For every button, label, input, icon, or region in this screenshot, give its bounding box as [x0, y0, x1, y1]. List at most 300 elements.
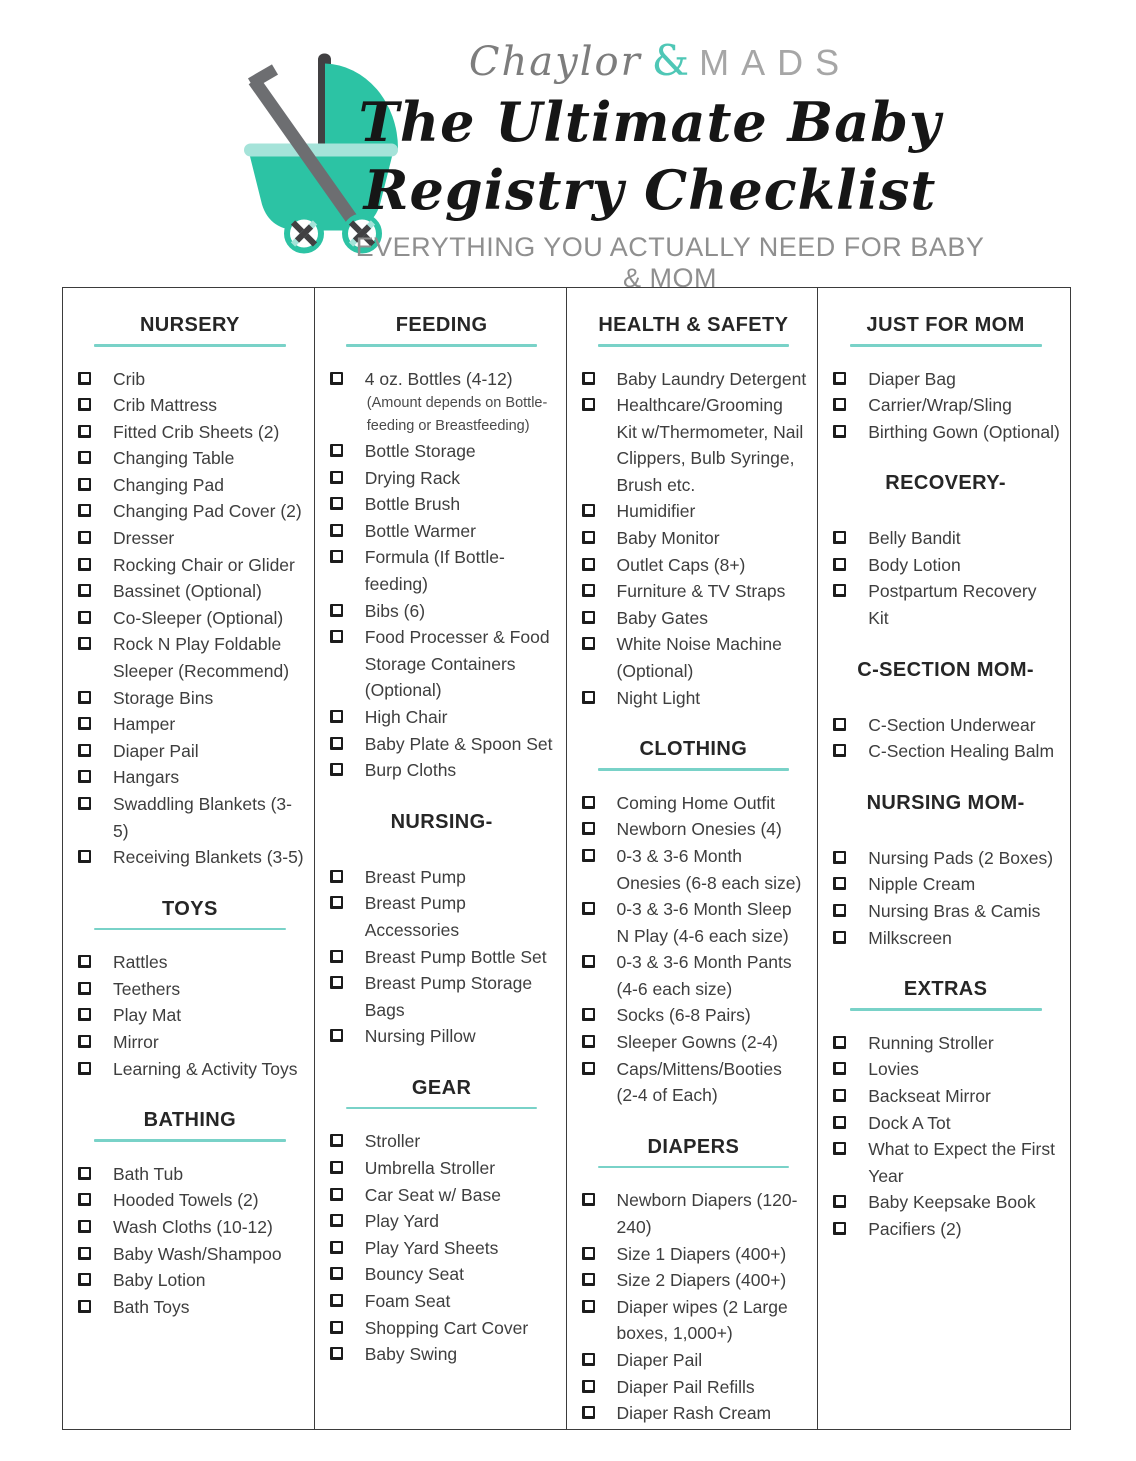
item-label: Changing Pad: [113, 474, 224, 495]
checkbox-icon[interactable]: [330, 372, 343, 385]
checklist-item: [330, 624, 556, 704]
checkbox-icon[interactable]: [582, 504, 595, 517]
checklist-item: [582, 685, 808, 712]
checkbox-icon[interactable]: [833, 904, 846, 917]
item-label: Bottle Storage: [364, 441, 476, 462]
checkbox-icon[interactable]: [582, 531, 595, 544]
item-label: High Chair: [364, 707, 448, 728]
checkbox-icon[interactable]: [330, 896, 343, 909]
subtitle: EVERYTHING YOU ACTUALLY NEED FOR BABY & MOM: [355, 232, 985, 293]
item-label: Coming Home Outfit: [616, 792, 776, 813]
checkbox-icon[interactable]: [78, 1035, 91, 1048]
checklist-item: [582, 896, 808, 949]
item-label: Baby Plate & Spoon Set: [364, 733, 553, 754]
section-title: NURSING-: [390, 810, 493, 833]
checklist-item: [78, 738, 304, 765]
checklist-column: [567, 288, 819, 1429]
checkbox-icon[interactable]: [582, 398, 595, 411]
item-label: Size 2 Diapers (400+): [616, 1270, 787, 1291]
checkbox-icon[interactable]: [78, 1008, 91, 1021]
item-label: Rattles: [113, 952, 168, 973]
checkbox-icon[interactable]: [330, 710, 343, 723]
item-label: Newborn Onesies (4): [616, 819, 782, 840]
checklist-item: [78, 844, 304, 871]
checklist-item: [78, 1214, 304, 1241]
checkbox-icon[interactable]: [833, 1062, 846, 1075]
item-label: Swaddling Blankets (3-5): [113, 794, 292, 841]
item-label: Hamper: [113, 714, 176, 735]
checkbox-icon[interactable]: [582, 1273, 595, 1286]
item-label: Milkscreen: [868, 927, 952, 948]
item-label: Bibs (6): [364, 600, 426, 621]
item-label: Hooded Towels (2): [113, 1190, 259, 1211]
checkbox-icon[interactable]: [833, 877, 846, 890]
item-label: Diaper Pail Refills: [616, 1376, 755, 1397]
item-label: Nipple Cream: [868, 874, 976, 895]
section-title: NURSING MOM-: [866, 791, 1025, 814]
checkbox-icon[interactable]: [78, 797, 91, 810]
checkbox-icon[interactable]: [330, 630, 343, 643]
checkbox-icon[interactable]: [330, 1267, 343, 1280]
item-label: C-Section Underwear: [868, 714, 1036, 735]
item-label: Body Lotion: [868, 554, 961, 575]
checkbox-icon[interactable]: [330, 1294, 343, 1307]
checkbox-icon[interactable]: [833, 1116, 846, 1129]
checklist-item: [833, 419, 1060, 446]
checklist-item: [330, 731, 556, 758]
item-label: Play Yard: [364, 1211, 440, 1232]
checkbox-icon[interactable]: [833, 931, 846, 944]
checklist-item: [582, 1029, 808, 1056]
item-label: Bassinet (Optional): [113, 581, 262, 602]
checkbox-icon[interactable]: [582, 796, 595, 809]
checkbox-icon[interactable]: [582, 849, 595, 862]
checkbox-icon[interactable]: [78, 451, 91, 464]
checkbox-icon[interactable]: [330, 1188, 343, 1201]
checklist-item: [330, 1208, 556, 1235]
checkbox-icon[interactable]: [78, 1193, 91, 1206]
checkbox-icon[interactable]: [78, 1220, 91, 1233]
checkbox-icon[interactable]: [330, 950, 343, 963]
checklist-item: [78, 419, 304, 446]
item-note: (Amount depends on Bottle-feeding or Breastfeeding): [366, 395, 548, 435]
checkbox-icon[interactable]: [833, 851, 846, 864]
checklist-item: [330, 438, 556, 465]
brand-line: [370, 36, 950, 85]
checkbox-icon[interactable]: [582, 584, 595, 597]
checkbox-icon[interactable]: [78, 1062, 91, 1075]
title-line-1: The Ultimate Baby: [358, 90, 942, 154]
checkbox-icon[interactable]: [78, 637, 91, 650]
checklist-item: [330, 1023, 556, 1050]
item-label: Car Seat w/ Base: [364, 1184, 501, 1205]
item-label: Stroller: [364, 1131, 421, 1152]
checklist-item: [78, 366, 304, 393]
checklist-item: [833, 366, 1060, 393]
checklist-item: [78, 472, 304, 499]
section-underline: [346, 1107, 537, 1110]
item-label: Caps/Mittens/Booties (2-4 of Each): [616, 1058, 782, 1106]
checkbox-icon[interactable]: [330, 471, 343, 484]
item-label: Rock N Play Foldable Sleeper (Recommend): [113, 634, 290, 682]
section-title: RECOVERY-: [885, 472, 1006, 495]
checklist-item: [582, 1374, 808, 1401]
item-label: Furniture & TV Straps: [616, 581, 786, 602]
section-title: TOYS: [162, 897, 218, 920]
checkbox-icon[interactable]: [330, 1161, 343, 1174]
checklist-item: [78, 498, 304, 525]
checklist-item: [330, 944, 556, 971]
section-underline: [598, 768, 789, 771]
section-underline: [598, 344, 789, 347]
checkbox-icon[interactable]: [330, 763, 343, 776]
checklist-item: [78, 764, 304, 791]
item-label: Play Yard Sheets: [364, 1237, 499, 1258]
item-label: Nursing Bras & Camis: [868, 901, 1041, 922]
checkbox-icon[interactable]: [78, 1273, 91, 1286]
checklist-item: [582, 525, 808, 552]
item-label: 0-3 & 3-6 Month Sleep N Play (4-6 each size): [616, 899, 792, 946]
item-label: Birthing Gown (Optional): [868, 421, 1060, 442]
checkbox-icon[interactable]: [833, 1089, 846, 1102]
checklist-item: [78, 976, 304, 1003]
checklist-item: [833, 1056, 1060, 1083]
checkbox-icon[interactable]: [833, 718, 846, 731]
item-label: Foam Seat: [364, 1291, 451, 1312]
item-label: Wash Cloths (10-12): [113, 1216, 273, 1237]
checkbox-icon[interactable]: [833, 584, 846, 597]
checklist-item: [582, 605, 808, 632]
item-label: Backseat Mirror: [868, 1085, 991, 1106]
checklist-item: [582, 498, 808, 525]
checkbox-icon[interactable]: [78, 850, 91, 863]
checkbox-icon[interactable]: [833, 425, 846, 438]
checkbox-icon[interactable]: [330, 1029, 343, 1042]
checklist-item: [833, 898, 1060, 925]
checkbox-icon[interactable]: [833, 1036, 846, 1049]
checklist-item: [582, 843, 808, 896]
page-title: [350, 88, 950, 224]
section-title: HEALTH & SAFETY: [598, 314, 789, 336]
brand-name-2: MADS: [699, 42, 852, 83]
item-label: Changing Table: [113, 448, 235, 469]
checkbox-icon[interactable]: [582, 1380, 595, 1393]
checklist-item: [833, 1136, 1060, 1189]
checkbox-icon[interactable]: [78, 425, 91, 438]
checklist-item: [78, 631, 304, 684]
checklist-item: [833, 552, 1060, 579]
checklist-item: [833, 1110, 1060, 1137]
item-label: Bath Toys: [113, 1296, 190, 1317]
item-label: Sleeper Gowns (2-4): [616, 1032, 778, 1053]
checklist-item: [330, 544, 556, 597]
checklist-item: [330, 491, 556, 518]
checklist-item: [78, 1267, 304, 1294]
item-label: 4 oz. Bottles (4-12): [364, 368, 513, 389]
checkbox-icon[interactable]: [78, 955, 91, 968]
checklist-item: [582, 1400, 808, 1427]
item-label: Baby Lotion: [113, 1270, 206, 1291]
checklist-item: [582, 1002, 808, 1029]
checkbox-icon[interactable]: [833, 1222, 846, 1235]
checklist-column: [315, 288, 567, 1429]
checklist-item: [582, 949, 808, 1002]
checkbox-icon[interactable]: [582, 1035, 595, 1048]
section-underline: [94, 1139, 285, 1142]
checklist-column: [818, 288, 1070, 1429]
checklist-item: [78, 525, 304, 552]
checkbox-icon[interactable]: [78, 611, 91, 624]
item-label: Baby Swing: [364, 1344, 458, 1365]
checklist-item: [833, 1216, 1060, 1243]
item-label: Teethers: [113, 978, 181, 999]
section-underline: [850, 1008, 1042, 1011]
checklist-item: [833, 578, 1060, 631]
section-underline: [94, 344, 285, 347]
checkbox-icon[interactable]: [330, 737, 343, 750]
checkbox-icon[interactable]: [78, 717, 91, 730]
checklist-item: [582, 1347, 808, 1374]
checkbox-icon[interactable]: [330, 1321, 343, 1334]
title-line-2: Registry Checklist: [363, 158, 937, 222]
checkbox-icon[interactable]: [582, 902, 595, 915]
checkbox-icon[interactable]: [330, 976, 343, 989]
section-underline: [850, 344, 1042, 347]
checklist-item: [833, 1030, 1060, 1057]
checklist-item: [833, 712, 1060, 739]
checklist-item: [330, 704, 556, 731]
checklist-item: [330, 1155, 556, 1182]
checklist-item: [78, 1161, 304, 1188]
checklist-item: [78, 1056, 304, 1083]
item-label: Healthcare/Grooming Kit w/Thermometer, Nail Clippers, Bulb Syringe, Brush etc.: [616, 395, 804, 495]
item-label: Diaper Rash Cream: [616, 1403, 772, 1424]
item-label: Co-Sleeper (Optional): [113, 607, 284, 628]
item-label: Diaper Bag: [868, 368, 956, 389]
checklist-item: [78, 392, 304, 419]
checklist-item: [833, 738, 1060, 765]
item-label: Breast Pump: [364, 866, 466, 887]
item-label: 0-3 & 3-6 Month Onesies (6-8 each size): [616, 845, 802, 893]
checklist-item: [833, 871, 1060, 898]
checkbox-icon[interactable]: [330, 1347, 343, 1360]
item-label: Breast Pump Bottle Set: [364, 946, 547, 967]
checkbox-icon[interactable]: [330, 604, 343, 617]
checkbox-icon[interactable]: [78, 770, 91, 783]
checklist-item: [833, 392, 1060, 419]
checklist-item: [330, 970, 556, 1023]
item-label: Breast Pump Accessories: [364, 893, 466, 940]
checklist-item: [78, 1241, 304, 1268]
section-title: EXTRAS: [903, 978, 988, 1001]
section-title: FEEDING: [395, 314, 488, 336]
checkbox-icon[interactable]: [330, 1134, 343, 1147]
checkbox-icon[interactable]: [78, 1247, 91, 1260]
checklist-column: [63, 288, 315, 1429]
section-title: BATHING: [143, 1109, 237, 1132]
checklist-item: [330, 890, 556, 943]
checklist-item: [330, 757, 556, 784]
checkbox-icon[interactable]: [582, 372, 595, 385]
checkbox-icon[interactable]: [582, 1406, 595, 1419]
checklist-item: [833, 1083, 1060, 1110]
checkbox-icon[interactable]: [78, 372, 91, 385]
checklist-item: [78, 552, 304, 579]
item-label: Breast Pump Storage Bags: [364, 973, 533, 1020]
checkbox-icon[interactable]: [330, 1214, 343, 1227]
item-label: Diaper Pail: [616, 1349, 703, 1370]
brand-name-1: Chaylor: [468, 39, 642, 85]
item-label: Belly Bandit: [868, 528, 961, 549]
checklist-item: [78, 445, 304, 472]
item-label: Learning & Activity Toys: [113, 1058, 298, 1079]
checklist-item: [330, 465, 556, 492]
checkbox-icon[interactable]: [78, 691, 91, 704]
checkbox-icon[interactable]: [833, 744, 846, 757]
item-label: Socks (6-8 Pairs): [616, 1005, 751, 1026]
checklist-item: [78, 791, 304, 844]
item-label: Baby Keepsake Book: [868, 1192, 1036, 1213]
checkbox-icon[interactable]: [582, 691, 595, 704]
checkbox-icon[interactable]: [582, 611, 595, 624]
checkbox-icon[interactable]: [330, 444, 343, 457]
checkbox-icon[interactable]: [582, 822, 595, 835]
item-label: Mirror: [113, 1032, 159, 1053]
item-label: Rocking Chair or Glider: [113, 554, 295, 575]
item-label: 0-3 & 3-6 Month Pants (4-6 each size): [616, 952, 792, 999]
section-underline: [94, 928, 285, 931]
checklist-table: [62, 287, 1071, 1430]
checkbox-icon[interactable]: [582, 1353, 595, 1366]
checklist-item: [582, 631, 808, 684]
checkbox-icon[interactable]: [78, 478, 91, 491]
checklist-item: [833, 1189, 1060, 1216]
checklist-item: [582, 1187, 808, 1240]
checkbox-icon[interactable]: [330, 1241, 343, 1254]
checklist-item: [330, 598, 556, 625]
checkbox-icon[interactable]: [582, 1062, 595, 1075]
item-label: Running Stroller: [868, 1032, 994, 1053]
checklist-item: [833, 925, 1060, 952]
checklist-item: [78, 605, 304, 632]
item-label: Diaper Pail: [113, 740, 199, 761]
section-title: C-SECTION MOM-: [857, 658, 1034, 681]
checklist-item: [78, 1029, 304, 1056]
item-label: Baby Wash/Shampoo: [113, 1243, 282, 1264]
item-label: Storage Bins: [113, 687, 214, 708]
checklist-item: [78, 1294, 304, 1321]
checkbox-icon[interactable]: [78, 1167, 91, 1180]
checklist-item: [78, 1002, 304, 1029]
checkbox-icon[interactable]: [78, 744, 91, 757]
checkbox-icon[interactable]: [833, 1142, 846, 1155]
section-title: NURSERY: [139, 314, 240, 336]
item-label: Changing Pad Cover (2): [113, 501, 302, 522]
checkbox-icon[interactable]: [330, 524, 343, 537]
checklist-item: [330, 1261, 556, 1288]
item-label: Bottle Warmer: [364, 520, 476, 541]
checkbox-icon[interactable]: [78, 531, 91, 544]
checkbox-icon[interactable]: [833, 558, 846, 571]
checkbox-icon[interactable]: [582, 637, 595, 650]
checkbox-icon[interactable]: [78, 1300, 91, 1313]
section-underline: [598, 1166, 789, 1169]
section-underline: [346, 344, 537, 347]
checkbox-icon[interactable]: [582, 955, 595, 968]
section-title: JUST FOR MOM: [866, 314, 1025, 336]
checkbox-icon[interactable]: [78, 584, 91, 597]
item-label: Pacifiers (2): [868, 1218, 962, 1239]
checklist-item: [582, 1294, 808, 1347]
section-title: DIAPERS: [647, 1135, 740, 1158]
checkbox-icon[interactable]: [330, 550, 343, 563]
checkbox-icon[interactable]: [582, 1300, 595, 1313]
brand-ampersand: &: [651, 36, 690, 85]
checkbox-icon[interactable]: [330, 870, 343, 883]
checkbox-icon[interactable]: [582, 558, 595, 571]
item-label: Bath Tub: [113, 1163, 184, 1184]
checklist-item: [78, 1187, 304, 1214]
item-label: Lovies: [868, 1059, 919, 1080]
checkbox-icon[interactable]: [78, 504, 91, 517]
checklist-item: [582, 816, 808, 843]
item-label: Newborn Diapers (120-240): [616, 1190, 798, 1237]
item-label: Drying Rack: [364, 467, 461, 488]
checkbox-icon[interactable]: [78, 398, 91, 411]
checklist-item: [330, 366, 556, 393]
checklist-item: [330, 1128, 556, 1155]
item-label: Outlet Caps (8+): [616, 554, 746, 575]
checkbox-icon[interactable]: [833, 372, 846, 385]
checklist-item: [582, 1056, 808, 1109]
checklist-item: [78, 711, 304, 738]
section-title: CLOTHING: [639, 738, 748, 761]
checklist-item: [330, 1182, 556, 1209]
checkbox-icon[interactable]: [833, 398, 846, 411]
item-label: Postpartum Recovery Kit: [868, 581, 1037, 629]
item-label: Humidifier: [616, 501, 696, 522]
item-label: Crib Mattress: [113, 395, 218, 416]
checkbox-icon[interactable]: [78, 558, 91, 571]
checkbox-icon[interactable]: [833, 531, 846, 544]
section-title: GEAR: [411, 1076, 472, 1099]
item-label: Carrier/Wrap/Sling: [868, 395, 1012, 416]
item-label: Nursing Pillow: [364, 1026, 476, 1047]
checklist-item: [582, 552, 808, 579]
checklist-item: [582, 1241, 808, 1268]
checkbox-icon[interactable]: [330, 497, 343, 510]
item-label: Burp Cloths: [364, 760, 457, 781]
item-label: Receiving Blankets (3-5): [113, 847, 304, 868]
item-label: Dock A Tot: [868, 1112, 951, 1133]
checklist-item: [582, 392, 808, 498]
item-label: White Noise Machine (Optional): [616, 634, 782, 682]
item-label: What to Expect the First Year: [868, 1139, 1055, 1186]
item-label: Bottle Brush: [364, 494, 461, 515]
item-label: Hangars: [113, 767, 180, 788]
checklist-item: [582, 1267, 808, 1294]
item-label: Baby Laundry Detergent: [616, 368, 807, 389]
checkbox-icon[interactable]: [582, 1193, 595, 1206]
checkbox-icon[interactable]: [78, 982, 91, 995]
checkbox-icon[interactable]: [582, 1008, 595, 1021]
item-label: Crib: [113, 368, 146, 389]
checkbox-icon[interactable]: [833, 1195, 846, 1208]
checkbox-icon[interactable]: [582, 1247, 595, 1260]
item-label: Nursing Pads (2 Boxes): [868, 847, 1054, 868]
item-label: Fitted Crib Sheets (2): [113, 421, 280, 442]
item-label: Baby Monitor: [616, 528, 720, 549]
